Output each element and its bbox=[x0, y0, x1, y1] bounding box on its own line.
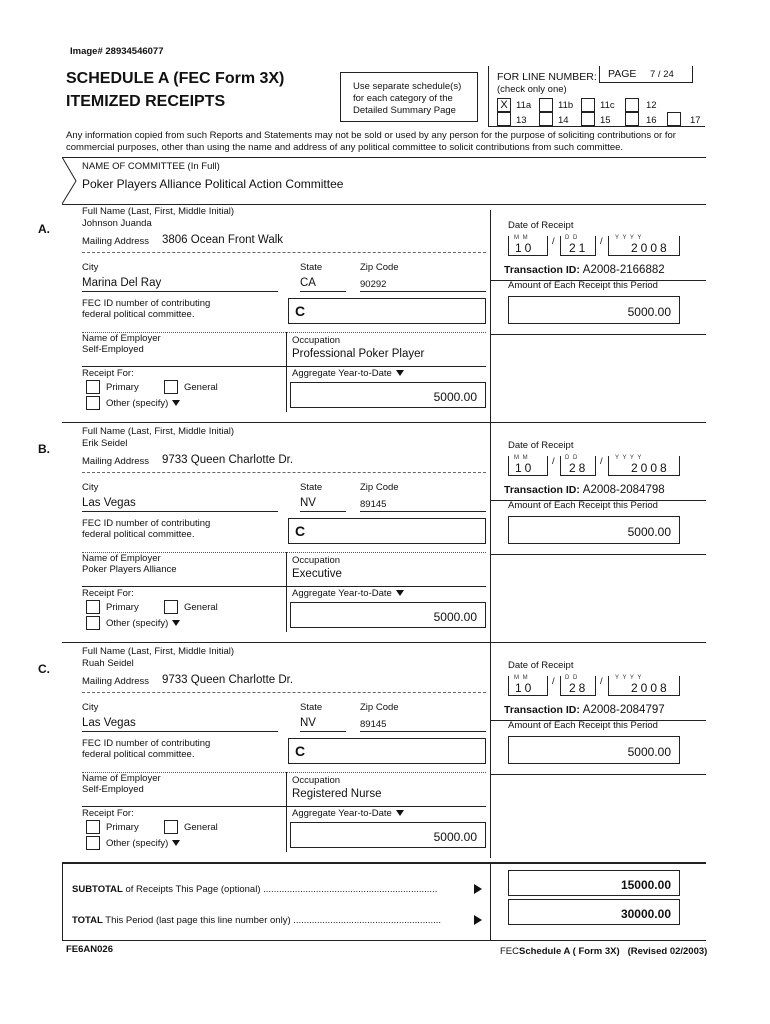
line-11c-checkbox[interactable] bbox=[581, 98, 595, 112]
caret-down-icon bbox=[396, 590, 404, 596]
transaction-id: Transaction ID: A2008-2084798 bbox=[504, 484, 665, 496]
receipt-amount-field[interactable]: 5000.00 bbox=[508, 736, 680, 764]
employer-field[interactable]: Self-Employed bbox=[82, 784, 144, 795]
general-checkbox[interactable] bbox=[164, 600, 178, 614]
contributor-name-field[interactable]: Erik Seidel bbox=[82, 438, 128, 449]
receipt-year-field[interactable]: Y Y Y Y 2008 bbox=[608, 236, 680, 256]
line-15-checkbox[interactable] bbox=[581, 112, 595, 126]
other-checkbox[interactable] bbox=[86, 616, 100, 630]
other-specify-dropdown[interactable]: Other (specify) bbox=[106, 838, 180, 849]
subtotal-field[interactable]: 15000.00 bbox=[508, 870, 680, 896]
employer-field[interactable]: Self-Employed bbox=[82, 344, 144, 355]
total-field[interactable]: 30000.00 bbox=[508, 899, 680, 925]
other-checkbox[interactable] bbox=[86, 836, 100, 850]
caret-down-icon bbox=[396, 370, 404, 376]
aggregate-ytd-field[interactable]: 5000.00 bbox=[290, 602, 486, 628]
receipt-year-field[interactable]: Y Y Y Y 2008 bbox=[608, 676, 680, 696]
entry-letter: B. bbox=[38, 442, 50, 456]
page-number: 7 / 24 bbox=[650, 69, 674, 80]
entry-letter: C. bbox=[38, 662, 50, 676]
check-only-one-label: (check only one) bbox=[497, 84, 567, 95]
receipt-year-field[interactable]: Y Y Y Y 2008 bbox=[608, 456, 680, 476]
line-12-checkbox[interactable] bbox=[625, 98, 639, 112]
fec-id-input[interactable]: C bbox=[288, 518, 486, 544]
aggregate-label: Aggregate Year-to-Date bbox=[292, 368, 404, 379]
line-16-checkbox[interactable] bbox=[625, 112, 639, 126]
line-14-checkbox[interactable] bbox=[539, 112, 553, 126]
receipt-month-field[interactable]: M M 10 bbox=[508, 236, 548, 256]
receipt-entry-c: C. Full Name (Last, First, Middle Initial) Ruah Seidel Mailing Address 9733 Queen Charlotte Dr. City Las Vegas State NV Zip Code 89145 FEC ID number of contributing federal political committee. C Name of Employer Self-Employed Occupation Registered Nurse Receipt For: Primary General Other (specify) Aggregate Year-to-Date 5000.00 Date of Receipt M M 10 / D D 28 / Y Y Y Y 2008 Transaction ID: A2008-2084797 Amount of Each Receipt this Period 5000.00 bbox=[0, 644, 770, 864]
committee-name-field[interactable]: Poker Players Alliance Political Action Committee bbox=[82, 177, 344, 191]
state-field[interactable]: NV bbox=[300, 717, 316, 729]
receipt-month-field[interactable]: M M 10 bbox=[508, 676, 548, 696]
line-13-checkbox[interactable] bbox=[497, 112, 511, 126]
occupation-field[interactable]: Professional Poker Player bbox=[292, 348, 425, 360]
state-field[interactable]: NV bbox=[300, 497, 316, 509]
separate-schedule-note: Use separate schedule(s) for each category of the Detailed Summary Page bbox=[340, 72, 478, 122]
primary-checkbox[interactable] bbox=[86, 380, 100, 394]
line-11a-checkbox[interactable]: X bbox=[497, 98, 511, 112]
state-field[interactable]: CA bbox=[300, 277, 316, 289]
committee-bracket-icon bbox=[62, 157, 82, 204]
committee-section bbox=[62, 157, 706, 204]
zip-field[interactable]: 89145 bbox=[360, 719, 387, 730]
subtotal-label: SUBTOTAL of Receipts This Page (optional) .................................................................. bbox=[72, 884, 438, 895]
fec-id-input[interactable]: C bbox=[288, 298, 486, 324]
occupation-field[interactable]: Executive bbox=[292, 568, 342, 580]
other-specify-dropdown[interactable]: Other (specify) bbox=[106, 618, 180, 629]
receipt-amount-field[interactable]: 5000.00 bbox=[508, 516, 680, 544]
city-field[interactable]: Las Vegas bbox=[82, 497, 136, 509]
for-line-number-label: FOR LINE NUMBER: bbox=[497, 71, 597, 83]
employer-field[interactable]: Poker Players Alliance bbox=[82, 564, 177, 575]
line-17-checkbox[interactable] bbox=[667, 112, 681, 126]
receipt-day-field[interactable]: D D 28 bbox=[560, 456, 596, 476]
primary-checkbox[interactable] bbox=[86, 600, 100, 614]
zip-field[interactable]: 90292 bbox=[360, 279, 387, 290]
disclaimer-text: Any information copied from such Reports and Statements may not be sold or used by any person for the purpose of soliciting contributions or for commercial purposes, other than using the name and address of any political committee to solicit contributions from such committee. bbox=[66, 130, 676, 153]
occupation-field[interactable]: Registered Nurse bbox=[292, 788, 382, 800]
general-checkbox[interactable] bbox=[164, 380, 178, 394]
mailing-address-field[interactable]: 3806 Ocean Front Walk bbox=[162, 234, 284, 246]
contributor-name-field[interactable]: Johnson Juanda bbox=[82, 218, 152, 229]
form-code: FE6AN026 bbox=[66, 944, 113, 955]
line-number-panel: FOR LINE NUMBER: (check only one) PAGE 7 / 24 X 11a 11b 11c 12 13 14 15 16 17 bbox=[488, 66, 705, 127]
receipt-amount-field[interactable]: 5000.00 bbox=[508, 296, 680, 324]
total-label: TOTAL This Period (last page this line number only) ........................................................ bbox=[72, 915, 442, 926]
line-11b-checkbox[interactable] bbox=[539, 98, 553, 112]
caret-down-icon bbox=[172, 840, 180, 846]
committee-label: NAME OF COMMITTEE (In Full) bbox=[82, 161, 220, 172]
caret-down-icon bbox=[396, 810, 404, 816]
aggregate-ytd-field[interactable]: 5000.00 bbox=[290, 822, 486, 848]
arrow-right-icon bbox=[474, 884, 482, 894]
receipt-day-field[interactable]: D D 28 bbox=[560, 676, 596, 696]
mailing-address-field[interactable]: 9733 Queen Charlotte Dr. bbox=[162, 454, 294, 466]
receipt-month-field[interactable]: M M 10 bbox=[508, 456, 548, 476]
entry-letter: A. bbox=[38, 222, 50, 236]
image-id: Image# 28934546077 bbox=[70, 46, 164, 57]
city-field[interactable]: Marina Del Ray bbox=[82, 277, 162, 289]
fec-id-input[interactable]: C bbox=[288, 738, 486, 764]
other-specify-dropdown[interactable]: Other (specify) bbox=[106, 398, 180, 409]
city-field[interactable]: Las Vegas bbox=[82, 717, 136, 729]
page-number-box: PAGE 7 / 24 bbox=[599, 66, 693, 83]
receipt-entry-b: B. Full Name (Last, First, Middle Initial) Erik Seidel Mailing Address 9733 Queen Charlotte Dr. City Las Vegas State NV Zip Code 89145 FEC ID number of contributing federal political committee. C Name of Employer Poker Players Alliance Occupation Executive Receipt For: Primary General Other (specify) Aggregate Year-to-Date 5000.00 Date of Receipt M M 10 / D D 28 / Y Y Y Y 2008 Transaction ID: A2008-2084798 Amount of Each Receipt this Period 5000.00 bbox=[0, 424, 770, 644]
form-title: SCHEDULE A (FEC Form 3X) bbox=[66, 70, 285, 87]
general-checkbox[interactable] bbox=[164, 820, 178, 834]
aggregate-ytd-field[interactable]: 5000.00 bbox=[290, 382, 486, 408]
caret-down-icon bbox=[172, 620, 180, 626]
arrow-right-icon bbox=[474, 915, 482, 925]
transaction-id: Transaction ID: A2008-2166882 bbox=[504, 264, 665, 276]
form-footer-name: FECSchedule A ( Form 3X) (Revised 02/2003) bbox=[500, 946, 708, 957]
receipt-day-field[interactable]: D D 21 bbox=[560, 236, 596, 256]
receipt-entry-a: A. Full Name (Last, First, Middle Initial) Johnson Juanda Mailing Address 3806 Ocean Front Walk City Marina Del Ray State CA Zip Code 90292 FEC ID number of contributing federal political committee. C Name of Employer Self-Employed Occupation Professional Poker Player Receipt For: Primary General Other (specify) Aggregate Year-to-Date 5000.00 Date of Receipt M M 10 / D D 21 / Y Y Y Y 2008 Transaction ID: A2008-2166882 Amount of Each Receipt this Period 5000.00 bbox=[0, 204, 770, 424]
primary-checkbox[interactable] bbox=[86, 820, 100, 834]
form-subtitle: ITEMIZED RECEIPTS bbox=[66, 93, 226, 110]
aggregate-label: Aggregate Year-to-Date bbox=[292, 808, 404, 819]
mailing-address-field[interactable]: 9733 Queen Charlotte Dr. bbox=[162, 674, 294, 686]
aggregate-label: Aggregate Year-to-Date bbox=[292, 588, 404, 599]
transaction-id: Transaction ID: A2008-2084797 bbox=[504, 704, 665, 716]
contributor-name-field[interactable]: Ruah Seidel bbox=[82, 658, 134, 669]
zip-field[interactable]: 89145 bbox=[360, 499, 387, 510]
other-checkbox[interactable] bbox=[86, 396, 100, 410]
caret-down-icon bbox=[172, 400, 180, 406]
